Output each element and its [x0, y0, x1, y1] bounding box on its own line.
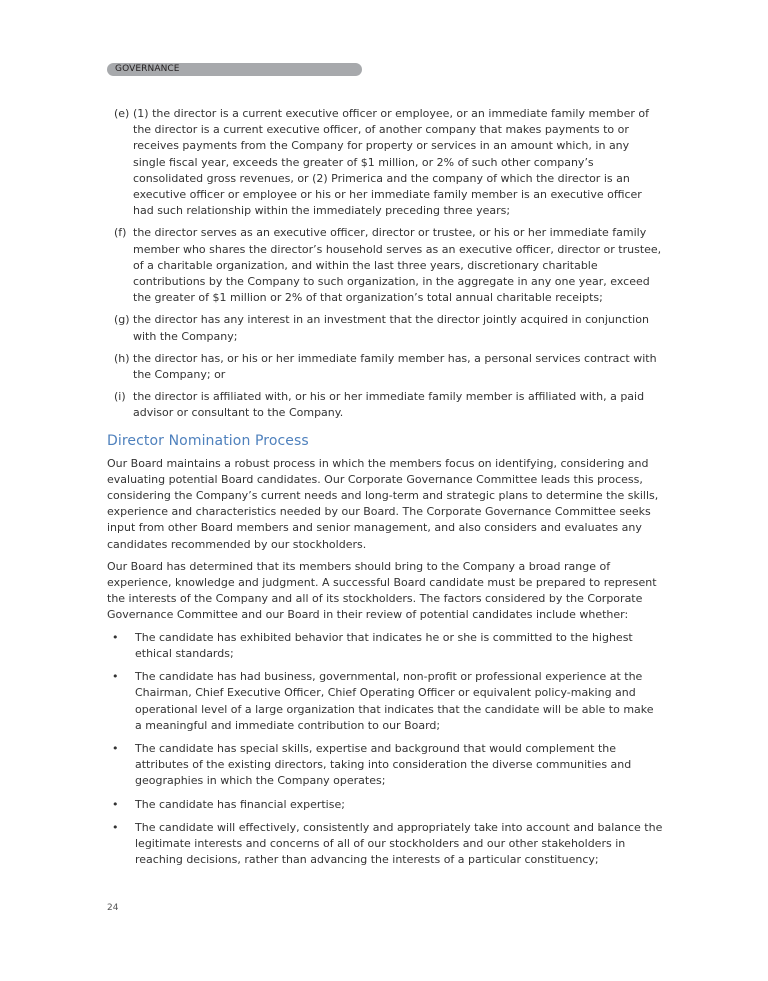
- item-text: the director serves as an executive officer, director or trustee, or his or her immediate family member who shares the director’s household serves as an executive officer, director or trustee, of a charitable organization, and within the last three years, discretionary charitable contributions by the Company to such organization, in the aggregate in any one year, exceed the greater of $1 million or 2% of that organization’s total annual charitable receipts;: [133, 226, 662, 305]
- item-text: (1) the director is a current executive officer or employee, or an immediate family member of the director is a current executive officer, of another company that makes payments to or receives payments from the Company for property or services in an amount which, in any single fiscal year, exceeds the greater of $1 million, or 2% of such other company’s consolidated gross revenues, or (2) Primerica and the company of which the director is an executive officer or employee or his or her immediate family member is an executive officer had such relationship within the immediately preceding three years;: [133, 107, 650, 218]
- item-label: (f): [114, 226, 127, 240]
- bullet-item: [107, 741, 663, 790]
- criteria-item-g: [107, 312, 663, 344]
- bullet-item: [107, 630, 663, 662]
- bullet-icon: •: [112, 741, 119, 755]
- bullet-text: The candidate has special skills, expertise and background that would complement the attributes of the existing directors, taking into consideration the diverse communities and geographies in which the Company operates;: [135, 741, 632, 788]
- item-text: the director is affiliated with, or his or her immediate family member is affiliated with, a paid advisor or consultant to the Company.: [133, 390, 645, 420]
- page-number: 24: [107, 903, 119, 913]
- bullet-icon: •: [112, 797, 119, 811]
- paragraph-candidate-factors: Our Board has determined that its members should bring to the Company a broad range of experience, knowledge and judgment. A successful Board candidate must be prepared to represent the interests of the Company and all of its stockholders. The factors considered by the Corporate Governance Committee and our Board in their review of potential candidates include whether:: [107, 559, 657, 622]
- criteria-item-i: [107, 389, 663, 421]
- bullet-icon: •: [112, 630, 119, 644]
- bullet-text: The candidate has had business, governmental, non-profit or professional experience at the Chairman, Chief Executive Officer, Chief Operating Officer or equivalent policy-making and operational level of a large organization that indicates that the candidate will be able to make a meaningful and immediate contribution to our Board;: [135, 670, 654, 732]
- bullet-icon: •: [112, 670, 119, 684]
- criteria-item-e: [107, 106, 663, 219]
- section-title: Director Nomination Process: [107, 432, 309, 449]
- item-text: the director has any interest in an investment that the director jointly acquired in conjunction with the Company;: [133, 313, 649, 343]
- bullet-item: [107, 797, 663, 813]
- criteria-item-f: [107, 225, 663, 306]
- item-label: (e): [114, 107, 130, 120]
- section-header-bar: [107, 63, 362, 76]
- section-header-label: GOVERNANCE: [115, 64, 180, 74]
- criteria-item-h: [107, 351, 663, 383]
- bullet-icon: •: [112, 820, 119, 834]
- paragraph-board-process: Our Board maintains a robust process in which the members focus on identifying, considering and evaluating potential Board candidates. Our Corporate Governance Committee leads this process, considering the Company’s current needs and long-term and strategic plans to determine the skills, experience and characteristics needed by our Board. The Corporate Governance Committee seeks input from other Board members and senior management, and also considers and evaluates any candidates recommended by our stockholders.: [107, 456, 659, 551]
- item-label: (i): [114, 390, 126, 404]
- bullet-item: [107, 820, 663, 869]
- bullet-text: The candidate will effectively, consistently and appropriately take into account and balance the legitimate interests and concerns of all of our stockholders and our other stakeholders in reaching decisions, rather than advancing the interests of a particular constituency;: [135, 820, 663, 867]
- bullet-text: The candidate has exhibited behavior that indicates he or she is committed to the highest ethical standards;: [135, 630, 633, 660]
- bullet-item: [107, 669, 663, 734]
- bullet-text: The candidate has financial expertise;: [135, 797, 345, 811]
- item-text: the director has, or his or her immediate family member has, a personal services contract with the Company; or: [133, 351, 657, 382]
- item-label: (g): [114, 313, 130, 327]
- item-label: (h): [114, 351, 130, 365]
- page-content: [107, 106, 663, 875]
